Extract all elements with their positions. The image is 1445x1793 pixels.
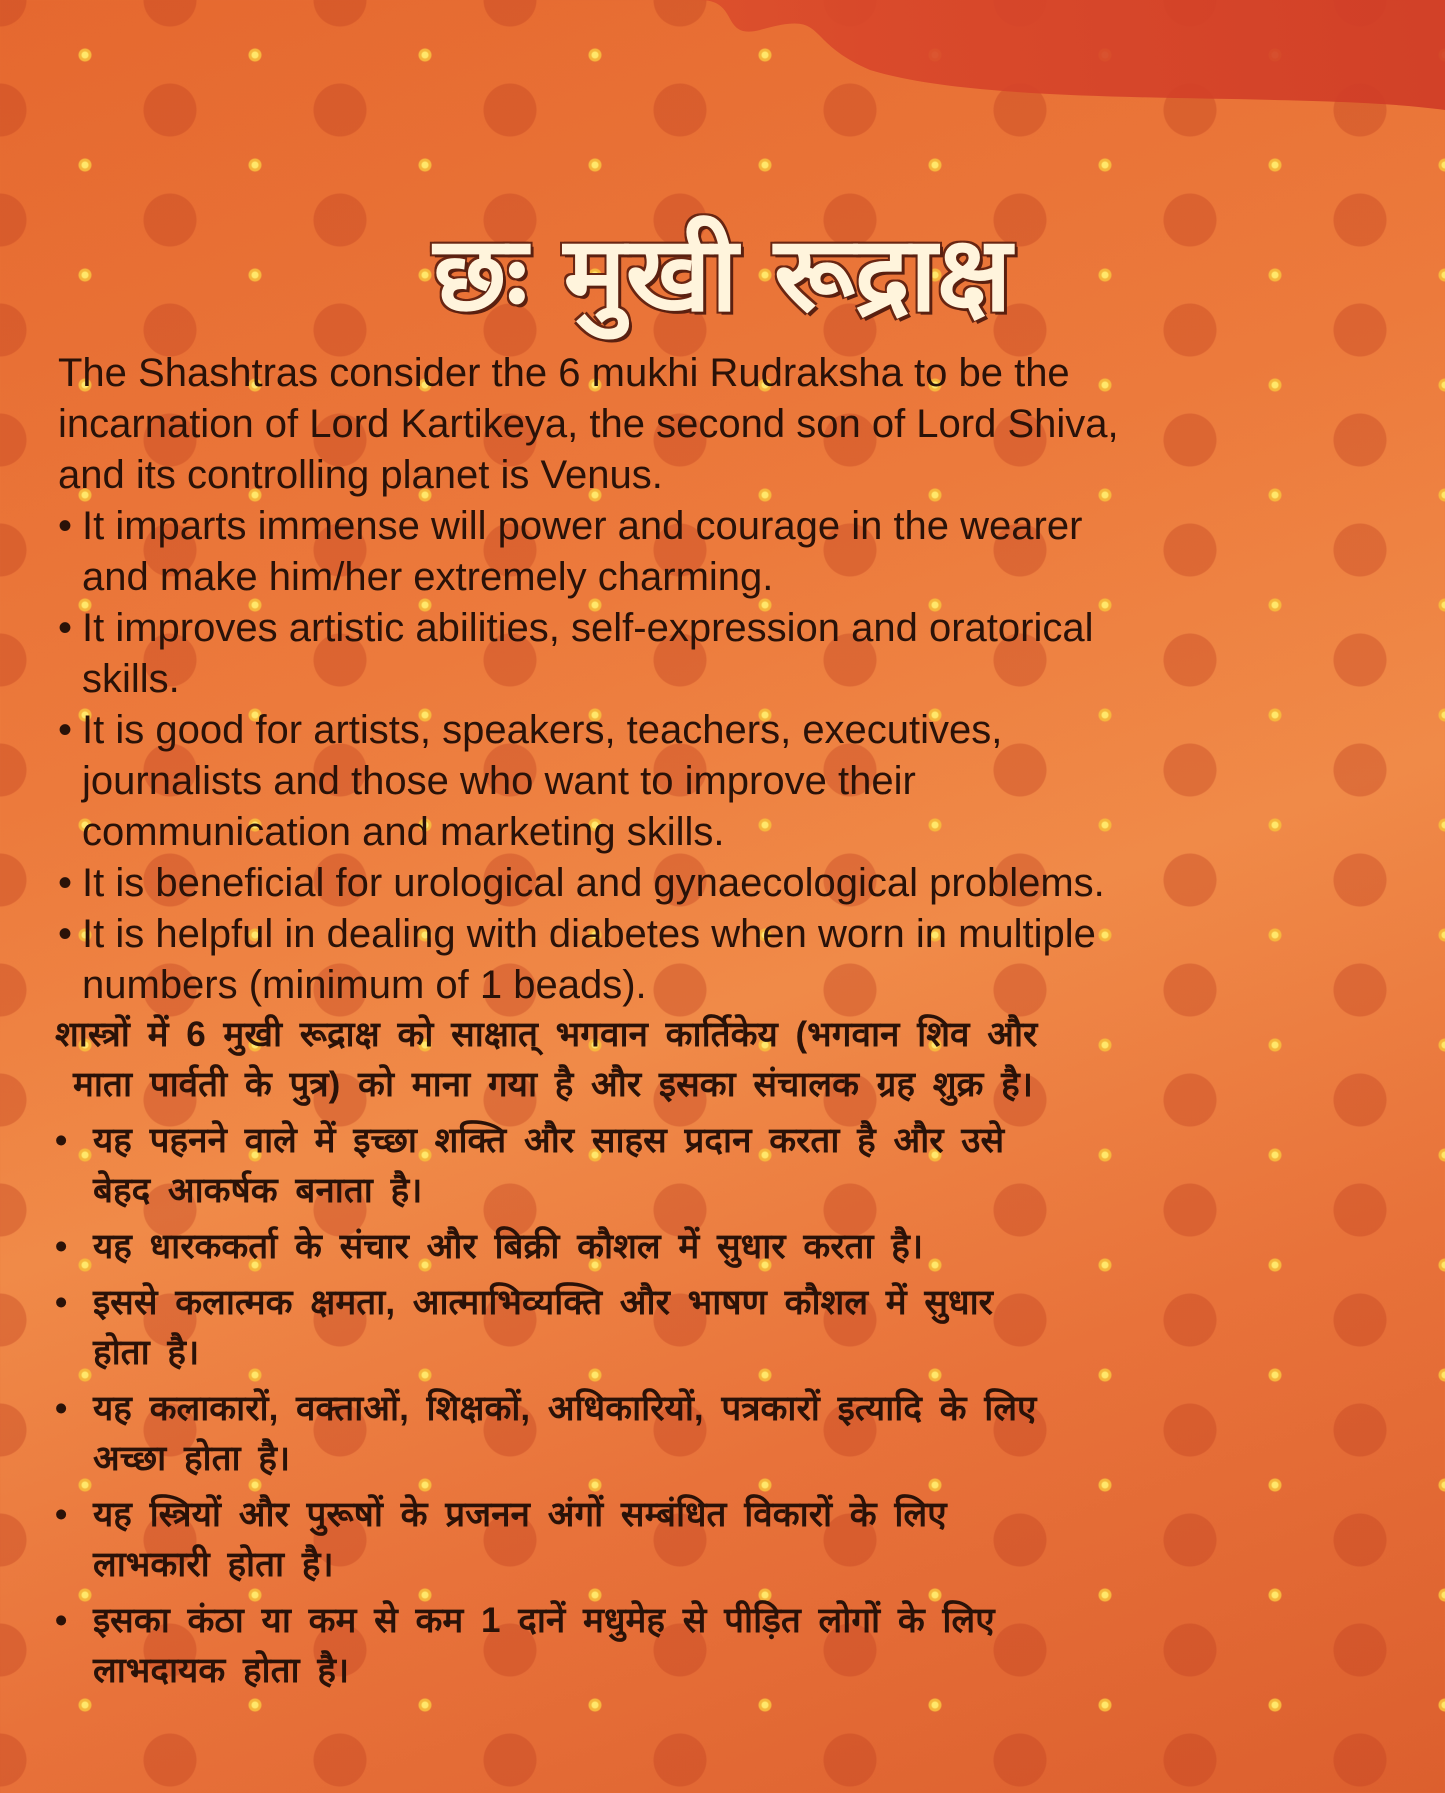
text-line: माता पार्वती के पुत्र) को माना गया है और इसका संचालक ग्रह शुक्र है। xyxy=(73,1065,1033,1104)
text-line: लाभकारी होता है। xyxy=(93,1545,334,1584)
text-line: communication and marketing skills. xyxy=(82,810,725,854)
text-line: • यह कलाकारों, वक्ताओं, शिक्षकों, अधिकारियों, पत्रकारों इत्यादि के लिए xyxy=(93,1389,1037,1428)
text-line: • यह स्त्रियों और पुरूषों के प्रजनन अंगों सम्बंधित विकारों के लिए xyxy=(93,1495,947,1534)
bullet-item xyxy=(55,1490,1435,1590)
bullet-item xyxy=(58,909,1445,1011)
hindi-section xyxy=(55,1010,1435,1696)
text-line: skills. xyxy=(82,657,180,701)
bullet-item xyxy=(58,501,1445,603)
text-line: • It is beneficial for urological and gynaecological problems. xyxy=(82,861,1105,905)
bullet-item xyxy=(58,705,1445,858)
text-line: लाभदायक होता है। xyxy=(93,1651,350,1690)
english-bullet-list xyxy=(58,501,1445,1011)
text-line: • इसका कंठा या कम से कम 1 दानें मधुमेह से पीड़ित लोगों के लिए xyxy=(93,1601,995,1640)
text-line: • यह धारककर्ता के संचार और बिक्री कौशल में सुधार करता है। xyxy=(93,1227,924,1266)
hindi-bullet-list xyxy=(55,1116,1435,1696)
text-line: • It is helpful in dealing with diabetes when worn in multiple xyxy=(82,912,1096,956)
text-line: • It is good for artists, speakers, teachers, executives, xyxy=(82,708,1003,752)
text-line: शास्त्रों में 6 मुखी रूद्राक्ष को साक्षात् भगवान कार्तिकेय (भगवान शिव और xyxy=(55,1015,1038,1054)
english-section xyxy=(58,348,1445,1011)
bullet-item xyxy=(58,858,1445,909)
text-line: • इससे कलात्मक क्षमता, आत्माभिव्यक्ति और भाषण कौशल में सुधार xyxy=(93,1283,993,1322)
bullet-item xyxy=(55,1384,1435,1484)
hindi-intro xyxy=(55,1010,1435,1110)
bullet-item xyxy=(55,1278,1435,1378)
bullet-item xyxy=(55,1116,1435,1216)
page-title: छः मुखी रूद्राक्ष xyxy=(433,212,1012,335)
text-line: • यह पहनने वाले में इच्छा शक्ति और साहस प्रदान करता है और उसे xyxy=(93,1121,1005,1160)
text-line: होता है। xyxy=(93,1333,200,1372)
bullet-item xyxy=(55,1222,1435,1272)
text-line: The Shashtras consider the 6 mukhi Rudraksha to be the xyxy=(58,351,1070,395)
text-line: and make him/her extremely charming. xyxy=(82,555,774,599)
text-line: incarnation of Lord Kartikeya, the second son of Lord Shiva, xyxy=(58,402,1119,446)
text-line: • It imparts immense will power and courage in the wearer xyxy=(82,504,1083,548)
decorative-top-band xyxy=(0,0,1445,150)
bullet-item xyxy=(58,603,1445,705)
english-intro xyxy=(58,348,1445,501)
text-line: बेहद आकर्षक बनाता है। xyxy=(93,1171,423,1210)
bullet-item xyxy=(55,1596,1435,1696)
text-line: numbers (minimum of 1 beads). xyxy=(82,963,647,1007)
text-line: • It improves artistic abilities, self-expression and oratorical xyxy=(82,606,1094,650)
text-line: and its controlling planet is Venus. xyxy=(58,453,663,497)
text-line: अच्छा होता है। xyxy=(93,1439,291,1478)
text-line: journalists and those who want to improve their xyxy=(82,759,916,803)
